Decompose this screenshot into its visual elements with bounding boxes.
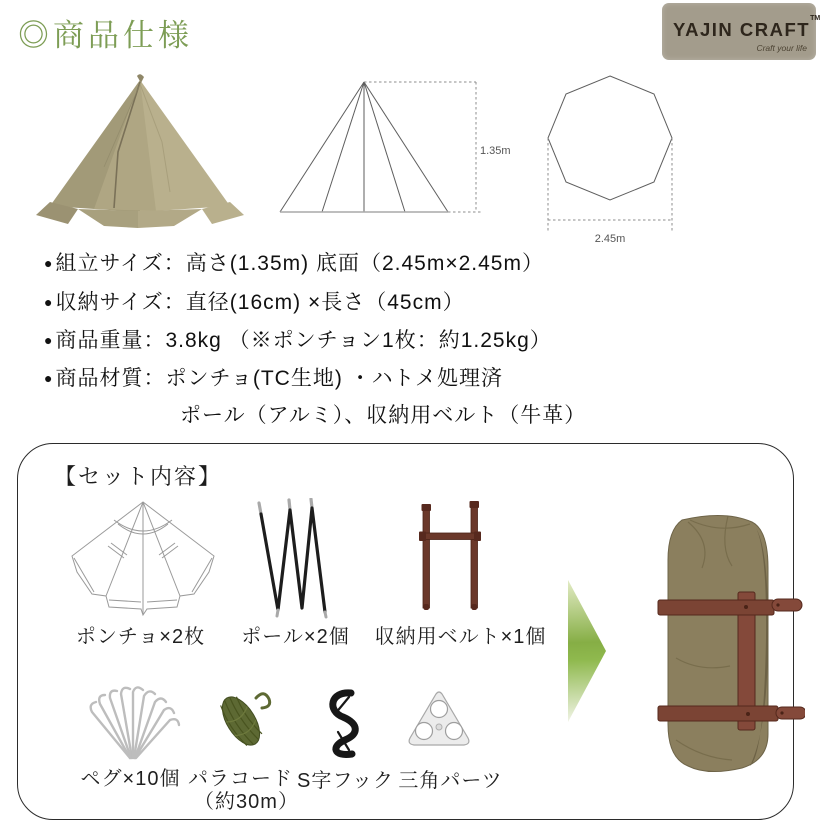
base-dimension-label: 2.45m (594, 233, 626, 245)
storage-belt-illustration (410, 500, 495, 618)
tent-height-diagram (272, 66, 512, 228)
set-contents-heading: 【セット内容】 (54, 464, 223, 489)
peg-illustration (80, 682, 185, 762)
bullet-icon: ● (44, 294, 54, 310)
spec-item-weight (44, 324, 552, 354)
tent-base-diagram (522, 70, 712, 248)
spec-text: 組立サイズ：高さ(1.35m) 底面（2.45m×2.45m） (55, 252, 544, 275)
pole-illustration (246, 498, 346, 620)
triangle-part-label: 三角パーツ (398, 770, 503, 792)
spec-item-assembled-size (44, 247, 544, 277)
peg-label: ペグ×10個 (80, 768, 181, 790)
set-contents-box (17, 443, 794, 820)
brand-logo (662, 3, 820, 60)
trademark-symbol: TM (810, 15, 820, 22)
spec-item-storage-size (44, 286, 465, 316)
bullet-icon: ● (44, 255, 54, 271)
spec-item-material (44, 362, 503, 392)
triangle-part-illustration (406, 690, 472, 750)
spec-item-material-continued: ポール（アルミ）、収納用ベルト（牛革） (180, 404, 587, 427)
height-dimension-label: 1.35m (480, 145, 511, 157)
page-title: ◎商品仕様 (18, 18, 193, 53)
paracord-illustration (196, 686, 286, 756)
logo-brand-text: YAJIN CRAFT™ (673, 15, 820, 40)
tent-photo (34, 72, 246, 234)
arrow-right-icon (568, 580, 606, 722)
bullet-icon: ● (44, 332, 54, 348)
poncho-label: ポンチョ×2枚 (75, 626, 206, 648)
spec-text: 商品重量：3.8kg （※ポンチョン1枚：約1.25kg） (55, 329, 552, 352)
spec-text: 収納サイズ：直径(16cm) ×長さ（45cm） (55, 291, 465, 314)
paracord-sublabel: （約30m） (194, 791, 299, 813)
s-hook-label: S字フック (297, 770, 394, 792)
spec-text: 商品材質：ポンチョ(TC生地) ・ハトメ処理済 (55, 367, 504, 390)
paracord-label: パラコード (188, 768, 293, 790)
s-hook-illustration (318, 684, 366, 762)
pole-label: ポール×2個 (241, 626, 350, 648)
poncho-illustration (58, 494, 228, 620)
logo-tagline: Craft your life (756, 43, 807, 53)
bullet-icon: ● (44, 370, 54, 386)
packed-bundle-photo (630, 508, 805, 778)
storage-belt-label: 収納用ベルト×1個 (374, 626, 547, 648)
